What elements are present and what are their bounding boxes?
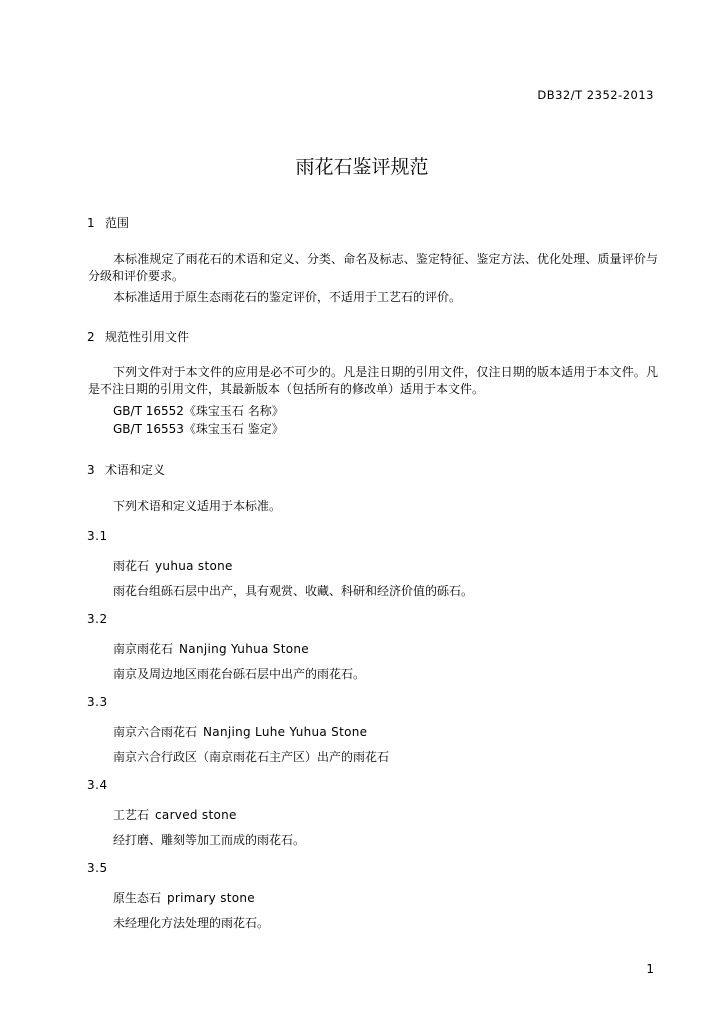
paragraph: 下列文件对于本文件的应用是必不可少的。凡是注日期的引用文件，仅注日期的版本适用于本文件。凡是不注日期的引用文件，其最新版本（包括所有的修改单）适用于本文件。 [88,365,658,396]
document-number: DB32/T 2352-2013 [537,88,654,102]
page-number: 1 [646,962,654,976]
term-entry [113,723,367,740]
term-definition: 南京及周边地区雨花台砾石层中出产的雨花石。 [113,667,366,681]
clause-number: 3.1 [87,529,108,543]
section-heading-1 [87,214,129,231]
paragraph: 本标准适用于原生态雨花石的鉴定评价，不适用于工艺石的评价。 [113,290,462,304]
term-zh: 雨花石 [113,559,150,573]
reference-item: GB/T 16552《珠宝玉石 名称》 [113,404,284,418]
section-title: 规范性引用文件 [105,330,190,344]
term-definition: 未经理化方法处理的雨花石。 [113,916,270,930]
section-number: 1 [87,216,95,230]
term-definition: 雨花台组砾石层中出产，具有观赏、收藏、科研和经济价值的砾石。 [113,584,474,598]
term-en: primary stone [167,891,255,905]
clause-number: 3.4 [87,778,108,792]
section-number: 2 [87,330,95,344]
document-title: 雨花石鉴评规范 [295,156,429,178]
term-zh: 南京雨花石 [113,642,174,656]
paragraph: 本标准规定了雨花石的术语和定义、分类、命名及标志、鉴定特征、鉴定方法、优化处理、质量评价与分级和评价要求。 [88,252,658,283]
paragraph: 下列术语和定义适用于本标准。 [113,499,282,513]
term-entry [113,806,237,823]
term-zh: 工艺石 [113,808,150,822]
term-en: yuhua stone [155,559,233,573]
section-heading-2 [87,328,189,345]
term-entry [113,557,233,574]
term-en: Nanjing Yuhua Stone [179,642,309,656]
section-title: 范围 [105,216,130,230]
term-entry [113,889,255,906]
term-zh: 南京六合雨花石 [113,725,198,739]
term-definition: 经打磨、雕刻等加工而成的雨花石。 [113,833,306,847]
term-entry [113,640,309,657]
section-heading-3 [87,461,165,478]
section-number: 3 [87,463,95,477]
clause-number: 3.3 [87,695,108,709]
term-zh: 原生态石 [113,891,162,905]
clause-number: 3.5 [87,861,108,875]
section-title: 术语和定义 [105,463,166,477]
term-definition: 南京六合行政区（南京雨花石主产区）出产的雨花石 [113,750,390,764]
term-en: carved stone [155,808,237,822]
clause-number: 3.2 [87,612,108,626]
reference-item: GB/T 16553《珠宝玉石 鉴定》 [113,422,284,436]
term-en: Nanjing Luhe Yuhua Stone [203,725,368,739]
